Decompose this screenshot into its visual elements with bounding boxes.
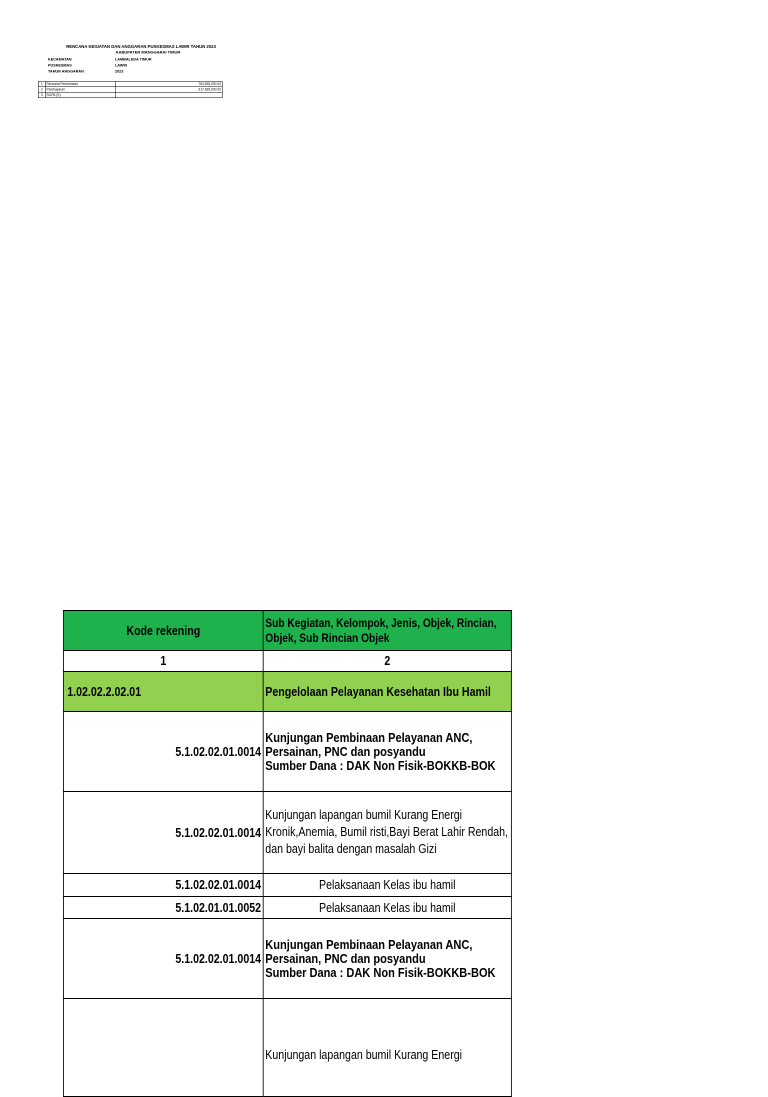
header-kode-rekening: Kode rekening <box>63 611 263 651</box>
summary-row <box>38 92 222 98</box>
budget-table <box>63 610 512 1097</box>
description-line: Kunjungan lapangan bumil Kurang Energi <box>265 1048 463 1062</box>
row-code: 5.1.02.01.01.0052 <box>63 897 263 919</box>
row-code: 5.1.02.02.01.0014 <box>63 712 263 792</box>
table-row <box>63 999 511 1097</box>
info-value: LAMBALEDA TIMUR <box>115 57 152 62</box>
table-row <box>63 919 511 999</box>
summary-label: Rencana Penerimaan <box>45 81 115 87</box>
info-row-kecamatan <box>0 57 300 62</box>
row-code <box>63 999 263 1097</box>
info-label: KECAMATAN <box>48 57 72 62</box>
document-title: RENCANA KEGIATAN DAN ANGGARAN PUSKESMAS LAWIR TAHUN 2023 <box>66 44 216 49</box>
table-row <box>63 897 511 919</box>
description-line: Kunjungan Pembinaan Pelayanan ANC, Persainan, PNC dan posyandu <box>265 936 473 966</box>
table-row-program <box>63 672 511 712</box>
column-number-row <box>63 651 511 672</box>
row-description <box>263 712 511 792</box>
row-description <box>263 919 511 999</box>
info-value: LAWIR <box>115 63 128 68</box>
funding-source-line: Sumber Dana : DAK Non Fisik-BOKKB-BOK <box>265 757 496 773</box>
row-code: 1.02.02.2.02.01 <box>63 672 263 712</box>
description-line: Kunjungan Pembinaan Pelayanan ANC, Persainan, PNC dan posyandu <box>265 729 473 759</box>
info-row-tahun-anggaran <box>0 69 300 74</box>
row-description <box>263 874 511 897</box>
info-label: TAHUN ANGGARAN <box>48 69 84 74</box>
budget-sheet <box>63 610 513 1062</box>
summary-table <box>38 81 223 98</box>
table-row <box>63 874 511 897</box>
info-value: 2023 <box>115 69 124 74</box>
description-line: Pelaksanaan Kelas ibu hamil <box>319 878 456 892</box>
description-line: Pengelolaan Pelayanan Kesehatan Ibu Hamil <box>265 684 491 699</box>
row-description <box>263 672 511 712</box>
row-code: 5.1.02.02.01.0014 <box>63 792 263 874</box>
row-description <box>263 792 511 874</box>
summary-value: 763,635,000.00 <box>115 81 222 87</box>
info-label: PUSKESMAS <box>48 63 72 68</box>
document-header <box>0 0 300 110</box>
info-row-puskesmas <box>0 63 300 68</box>
row-description <box>263 999 511 1097</box>
header-sub-kegiatan: Sub Kegiatan, Kelompok, Jenis, Objek, Rincian, Objek, Sub Rincian Objek <box>263 611 511 651</box>
row-code: 5.1.02.02.01.0014 <box>63 919 263 999</box>
table-header-row <box>63 611 511 651</box>
description-line: Kunjungan lapangan bumil Kurang Energi Kronik,Anemia, Bumil risti,Bayi Berat Lahir Rendah, dan bayi balita dengan masalah Gizi <box>265 808 509 856</box>
row-description <box>263 897 511 919</box>
column-number-2: 2 <box>263 651 511 672</box>
table-row <box>63 792 511 874</box>
summary-value: 617,635,000.00 <box>115 87 222 93</box>
summary-label: SILPA (S) <box>45 92 115 98</box>
summary-label: Pembayaran <box>45 87 115 93</box>
summary-no: 1 <box>38 81 45 87</box>
row-code: 5.1.02.02.01.0014 <box>63 874 263 897</box>
document-subtitle: KABUPATEN MANGGARAI TIMUR <box>115 50 181 55</box>
summary-value <box>115 92 222 98</box>
description-line: Pelaksanaan Kelas ibu hamil <box>319 900 456 915</box>
funding-source-line: Sumber Dana : DAK Non Fisik-BOKKB-BOK <box>265 964 496 980</box>
summary-no: 3 <box>38 92 45 98</box>
column-number-1: 1 <box>63 651 263 672</box>
budget-sheet-inner <box>63 610 511 1097</box>
summary-no: 2 <box>38 87 45 93</box>
table-row <box>63 712 511 792</box>
